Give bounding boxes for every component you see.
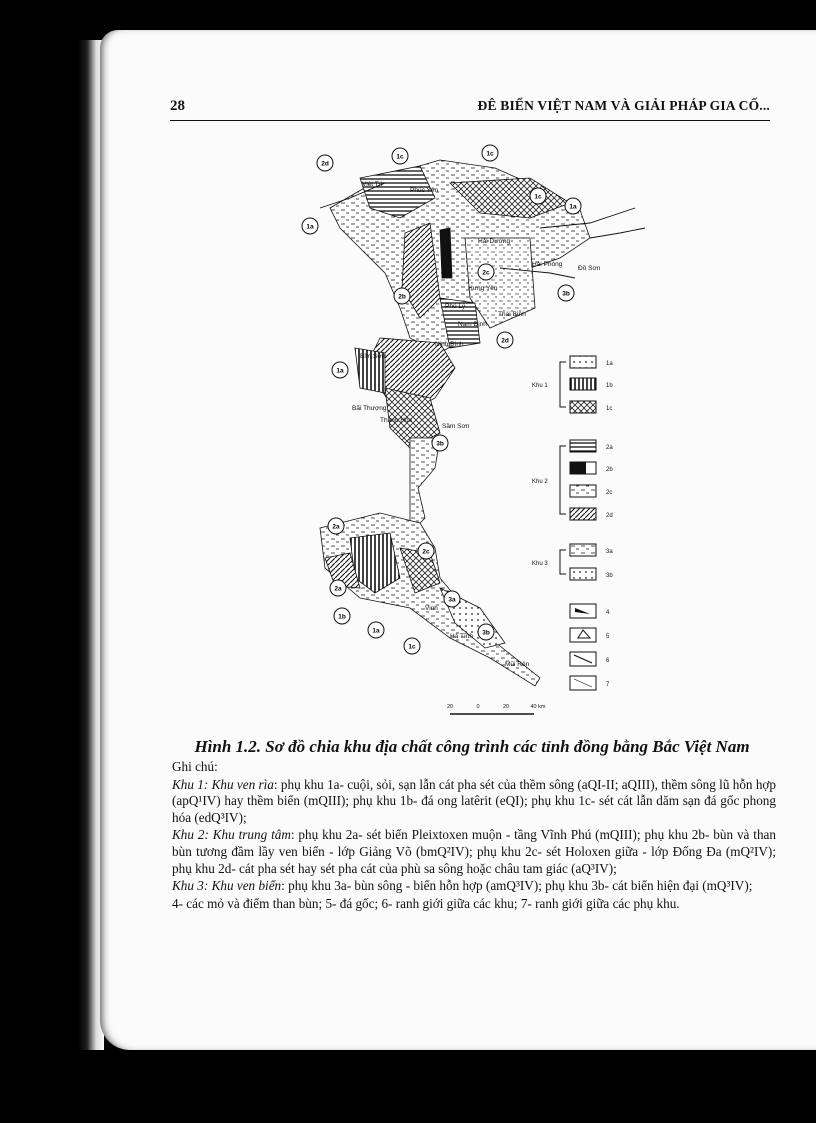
place-name: Hải Phòng <box>532 261 563 268</box>
legend-label: 2c <box>606 490 613 496</box>
place-name: Ninh Bình <box>435 341 464 348</box>
zone-circle-label: 1c <box>396 153 404 161</box>
khu2-text: : phụ khu 2a- sét biển Pleixtoxen muộn - tầng Vĩnh Phú (mQIII); phụ khu 2b- bùn và than bùn tương đầm lầy ven biển - lớp Giảng Võ (bmQ²IV); phụ khu 2c- sét Holoxen giữa - lớp Đống Đa (mQ²IV); phụ khu 2d- cát pha sét hay sét pha cát của phù sa sông hoặc châu tam giác (aQ³IV); <box>172 827 776 876</box>
place-name: Thanh Hóa <box>380 417 413 424</box>
zone-circle-label: 1c <box>408 643 416 651</box>
svg-text:Vinh <box>425 605 438 612</box>
notes-intro: Ghi chú: <box>172 759 218 774</box>
map-legend <box>532 356 613 690</box>
svg-text:Hà Tĩnh <box>450 633 473 640</box>
notes-last: 4- các mỏ và điểm than bùn; 5- đá gốc; 6- ranh giới giữa các khu; 7- ranh giới giữa các phụ khu. <box>172 895 680 911</box>
legend-group: Khu 3 <box>532 561 548 567</box>
legend-label: 1c <box>606 406 613 412</box>
svg-text:Nam Định <box>458 321 487 328</box>
legend-label: 3b <box>606 573 613 579</box>
legend-group: Khu 1 <box>532 383 548 389</box>
place-name: Hà Tĩnh <box>450 633 474 640</box>
khu1-title: Khu 1: Khu ven rìa <box>172 776 274 792</box>
scale-bar <box>447 704 546 714</box>
place-name: Mũi Rôn <box>505 661 530 668</box>
place-name: Sầm Sơn <box>442 423 470 430</box>
legend-label: 3a <box>606 549 613 555</box>
legend-label: 1b <box>606 383 613 389</box>
notes-khu3 <box>172 878 776 895</box>
khu3-text: : phụ khu 3a- bùn sông - biển hỗn hợp (amQ³IV); phụ khu 3b- cát biển hiện đại (mQ³IV); <box>281 878 753 894</box>
khu2-title: Khu 2: Khu trung tâm <box>172 827 291 843</box>
place-name: Phúc Yên <box>410 187 439 194</box>
running-title: ĐÊ BIỂN VIỆT NAM VÀ GIẢI PHÁP GIA CỐ... <box>477 98 770 113</box>
place-name: Phủ Lý <box>445 303 466 310</box>
zone-circle-label: 1a <box>372 627 380 635</box>
zone-circle-label: 1a <box>569 203 577 211</box>
legend-label: 1a <box>606 361 613 367</box>
notes-khu2 <box>172 827 776 877</box>
place-name: Vinh <box>425 605 438 612</box>
zone-circle-label: 2a <box>332 523 340 531</box>
svg-text:Sầm Sơn <box>442 421 470 430</box>
scale-tick: 40 km <box>530 704 546 710</box>
svg-text:Thanh Hóa <box>380 417 413 424</box>
khu3-title: Khu 3: Khu ven biển <box>172 878 282 894</box>
zone-circle-label: 3b <box>436 440 444 448</box>
svg-text:Hải Phòng <box>532 261 563 268</box>
notes-khu1 <box>172 777 776 827</box>
zone-circle-label: 1a <box>336 367 344 375</box>
zone-circle-label: 3a <box>448 596 456 604</box>
scale-tick: 20 <box>446 704 454 710</box>
zone-circle-label: 1b <box>338 613 346 621</box>
svg-text:Ninh Bình <box>435 341 464 348</box>
place-name: Bãi Thượng <box>352 405 387 412</box>
legend-label: 5 <box>606 634 610 640</box>
zone-circle-label: 2c <box>482 269 490 277</box>
place-name: Nam Định <box>458 321 487 328</box>
svg-text:Phúc Yên <box>410 187 438 194</box>
zone-circle-label: 2d <box>321 160 329 168</box>
place-name: Bỉm Sơn <box>360 353 386 360</box>
legend-label: 6 <box>606 658 610 664</box>
zone-circle-label: 3b <box>482 629 490 637</box>
zone-circle-label: 2d <box>501 337 509 345</box>
geology-zoning-map <box>290 138 660 718</box>
place-name: Hải Dương <box>478 238 511 245</box>
svg-text:Việt Trì <box>362 181 383 188</box>
svg-text:Bỉm Sơn <box>360 352 386 360</box>
zone-circle-label: 2c <box>422 548 430 556</box>
place-name: Đồ Sơn <box>578 265 601 272</box>
zone-circle-label: 2b <box>398 293 406 301</box>
page-header <box>170 98 770 121</box>
legend-label: 2d <box>606 513 613 519</box>
legend-label: 2a <box>606 445 613 451</box>
svg-text:Phủ Lý <box>445 302 466 310</box>
zone-circle-label: 1c <box>486 150 494 158</box>
svg-text:Bãi Thượng <box>352 405 387 412</box>
page-number: 28 <box>170 98 185 114</box>
svg-text:Đồ Sơn <box>578 263 601 272</box>
svg-text:Hải Dương <box>478 238 510 245</box>
khu1-text: : phụ khu 1a- cuội, sỏi, sạn lẫn cát pha sét của thềm sông (aQI-II; aQIII), thềm sông lũ hỗn hợp (apQ¹IV) hay thềm biển (mQIII); phụ khu 1b- đá ong latêrit (eQI); phụ khu 1c- sét cát lẫn dăm sạn đá gốc phong hóa (edQ³IV); <box>172 776 776 825</box>
zone-circle-label: 3b <box>562 290 570 298</box>
legend-label: 2b <box>606 467 613 473</box>
legend-group: Khu 2 <box>532 479 548 485</box>
scale-tick: 20 <box>502 704 510 710</box>
legend-label: 7 <box>606 682 610 688</box>
place-name: Việt Trì <box>362 181 383 188</box>
place-name: Hưng Yên <box>468 285 498 292</box>
zone-circle-label: 2a <box>334 585 342 593</box>
scale-tick: 0 <box>476 704 480 710</box>
figure-notes <box>172 759 776 913</box>
svg-text:Thái Bình <box>498 311 526 318</box>
legend-label: 4 <box>606 610 610 616</box>
figure-caption: Hình 1.2. Sơ đồ chia khu địa chất công trình các tỉnh đồng bằng Bắc Việt Nam <box>194 737 750 756</box>
svg-text:Mũi Rôn <box>505 661 530 668</box>
place-name: Thái Bình <box>498 311 526 318</box>
svg-text:Hưng Yên <box>468 285 498 292</box>
zone-circle-label: 1c <box>534 193 542 201</box>
zone-circle-label: 1a <box>306 223 314 231</box>
